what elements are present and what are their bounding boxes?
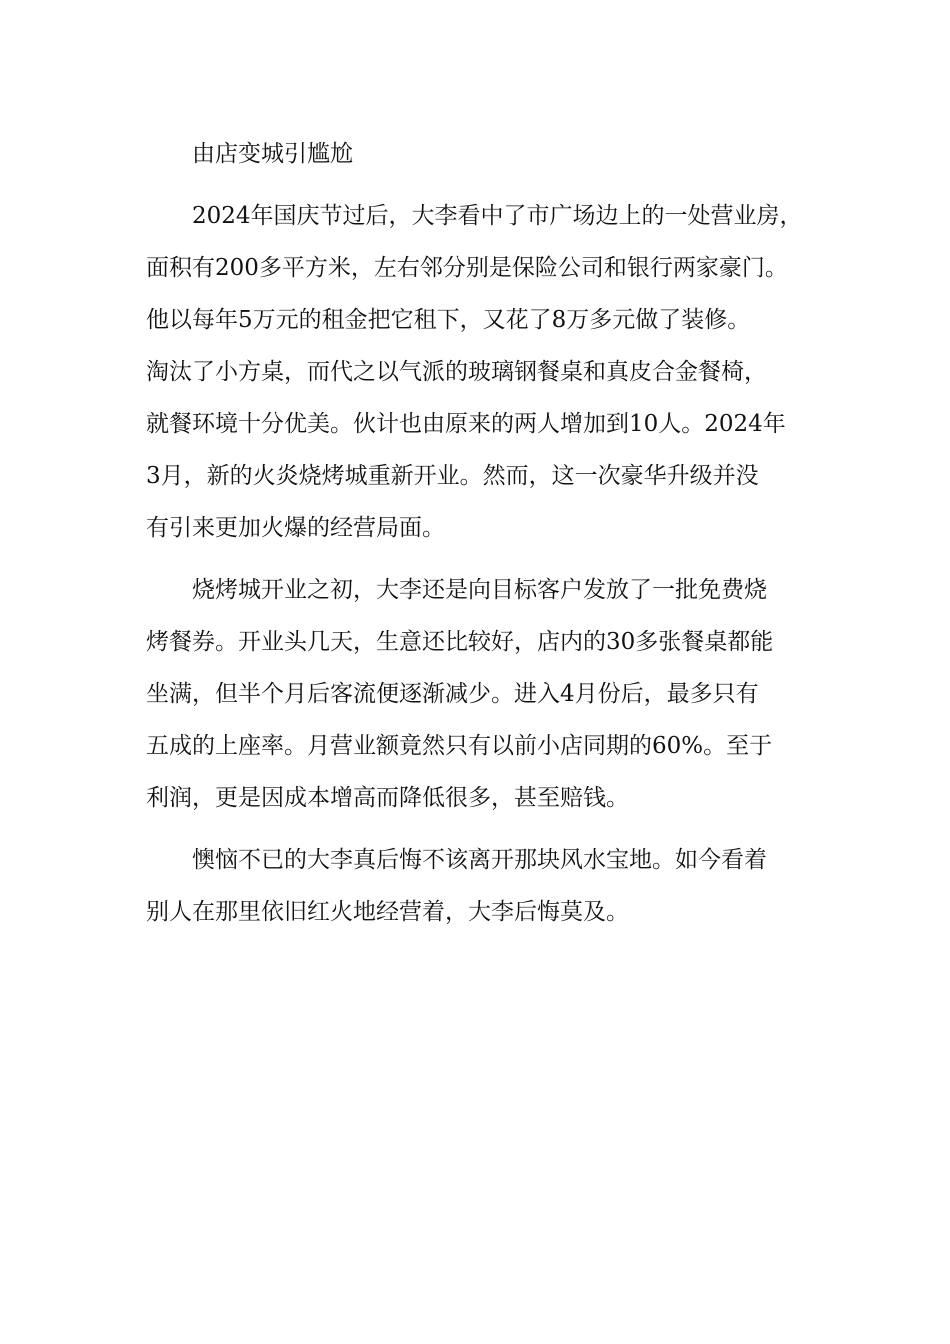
paragraph-line: 懊恼不已的大李真后悔不该离开那块风水宝地。如今看着 <box>192 847 767 873</box>
paragraph-line: 淘汰了小方桌，而代之以气派的玻璃钢餐桌和真皮合金餐椅， <box>146 359 767 385</box>
paragraph-line: 烤餐券。开业头几天，生意还比较好，店内的30多张餐桌都能 <box>146 629 774 655</box>
paragraph-line: 就餐环境十分优美。伙计也由原来的两人增加到10人。2024年 <box>146 411 786 437</box>
paragraph-line: 他以每年5万元的租金把它租下，又花了8万多元做了装修。 <box>146 307 751 333</box>
paragraph-line: 利润，更是因成本增高而降低很多，甚至赔钱。 <box>146 785 629 811</box>
paragraph-line: 2024年国庆节过后，大李看中了市广场边上的一处营业房， <box>192 203 803 229</box>
paragraph-1 <box>146 190 810 554</box>
paragraph-line: 3月，新的火炎烧烤城重新开业。然而，这一次豪华升级并没 <box>146 463 759 489</box>
document-body <box>146 128 810 948</box>
paragraph-line: 面积有200多平方米，左右邻分别是保险公司和银行两家豪门。 <box>146 255 788 281</box>
section-heading: 由店变城引尴尬 <box>192 141 353 167</box>
paragraph-2 <box>146 564 810 824</box>
paragraph-line: 有引来更加火爆的经营局面。 <box>146 515 445 541</box>
paragraph-line: 五成的上座率。月营业额竟然只有以前小店同期的60%。至于 <box>146 733 773 759</box>
section-heading-paragraph <box>146 128 810 180</box>
paragraph-line: 坐满，但半个月后客流便逐渐减少。进入4月份后，最多只有 <box>146 681 759 707</box>
paragraph-3 <box>146 834 810 938</box>
paragraph-line: 别人在那里依旧红火地经营着，大李后悔莫及。 <box>146 899 629 925</box>
paragraph-line: 烧烤城开业之初，大李还是向目标客户发放了一批免费烧 <box>192 577 767 603</box>
